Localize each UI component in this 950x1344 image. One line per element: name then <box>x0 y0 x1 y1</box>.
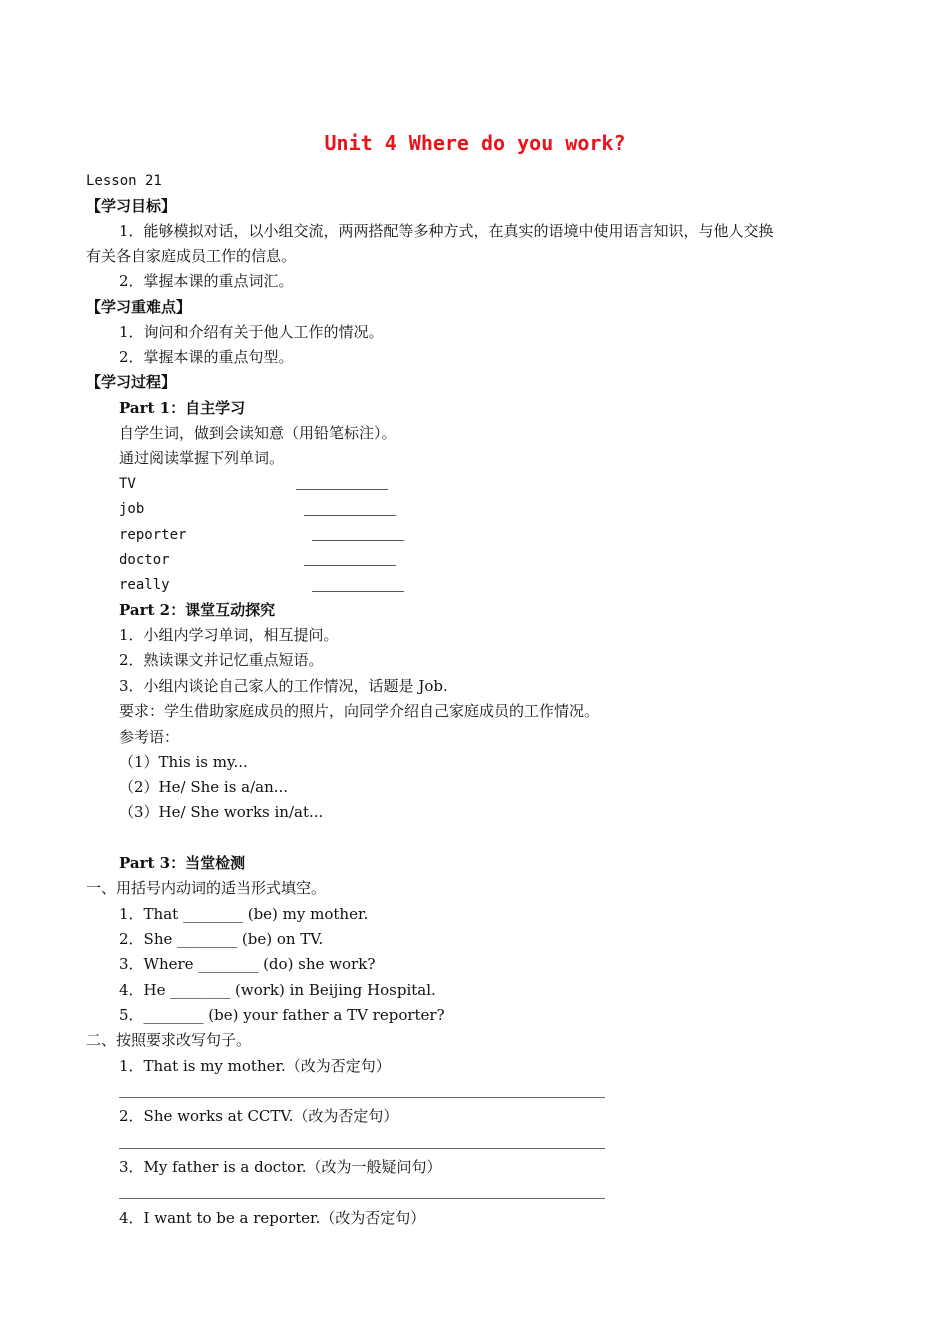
reference-sentence: （2）He/ She is a/an... <box>119 778 289 796</box>
reference-sentence: （1）This is my... <box>119 753 248 771</box>
vocab-blank[interactable] <box>312 540 404 541</box>
answer-line[interactable] <box>119 1097 605 1098</box>
section1-title: 一、用括号内动词的适当形式填空。 <box>86 879 327 897</box>
objective-1-line1: 1．能够模拟对话，以小组交流，两两搭配等多种方式，在真实的语境中使用语言知识，与他人交换 <box>119 222 774 240</box>
vocab-word: TV <box>119 476 136 492</box>
reference-sentence: （3）He/ She works in/at... <box>119 803 324 821</box>
fill-in-question[interactable]: 3．Where ________ (do) she work? <box>119 955 376 973</box>
objective-1-line2: 有关各自家庭成员工作的信息。 <box>86 247 297 265</box>
vocab-word: really <box>119 577 170 593</box>
rewrite-question: 4．I want to be a reporter.（改为否定句） <box>119 1209 426 1227</box>
part2-item-2: 2．熟读课文并记忆重点短语。 <box>119 651 324 669</box>
answer-line[interactable] <box>119 1148 605 1149</box>
answer-line[interactable] <box>119 1198 605 1199</box>
process-header: 【学习过程】 <box>86 373 177 391</box>
vocab-word: doctor <box>119 552 170 568</box>
vocab-blank[interactable] <box>296 489 388 490</box>
part1-line2: 通过阅读掌握下列单词。 <box>119 449 285 467</box>
rewrite-question: 1．That is my mother.（改为否定句） <box>119 1057 391 1075</box>
objectives-header: 【学习目标】 <box>86 197 177 215</box>
fill-in-question[interactable]: 1．That ________ (be) my mother. <box>119 905 369 923</box>
key-point-1: 1．询问和介绍有关于他人工作的情况。 <box>119 323 384 341</box>
lesson-label: Lesson 21 <box>86 173 162 189</box>
document-title: Unit 4 Where do you work? <box>324 131 626 155</box>
part2-item-1: 1．小组内学习单词，相互提问。 <box>119 626 339 644</box>
vocab-blank[interactable] <box>312 591 404 592</box>
reference-label: 参考语： <box>119 728 180 746</box>
key-point-2: 2．掌握本课的重点句型。 <box>119 348 294 366</box>
part2-item-3: 3．小组内谈论自己家人的工作情况，话题是 Job. <box>119 677 448 695</box>
vocab-word: reporter <box>119 527 187 543</box>
vocab-blank[interactable] <box>304 565 396 566</box>
rewrite-question: 3．My father is a doctor.（改为一般疑问句） <box>119 1158 442 1176</box>
objective-2: 2．掌握本课的重点词汇。 <box>119 272 294 290</box>
part3-title: Part 3：当堂检测 <box>119 854 246 872</box>
section2-title: 二、按照要求改写句子。 <box>86 1031 252 1049</box>
part2-title: Part 2：课堂互动探究 <box>119 601 276 619</box>
fill-in-question[interactable]: 2．She ________ (be) on TV. <box>119 930 324 948</box>
key-points-header: 【学习重难点】 <box>86 298 192 316</box>
part2-requirement: 要求：学生借助家庭成员的照片，向同学介绍自己家庭成员的工作情况。 <box>119 702 600 720</box>
fill-in-question[interactable]: 5．________ (be) your father a TV reporter? <box>119 1006 445 1024</box>
fill-in-question[interactable]: 4．He ________ (work) in Beijing Hospital. <box>119 981 436 999</box>
part1-title: Part 1：自主学习 <box>119 399 246 417</box>
vocab-blank[interactable] <box>304 515 396 516</box>
part1-line1: 自学生词，做到会读知意（用铅笔标注）。 <box>119 424 397 442</box>
vocab-word: job <box>119 501 145 517</box>
rewrite-question: 2．She works at CCTV.（改为否定句） <box>119 1107 399 1125</box>
